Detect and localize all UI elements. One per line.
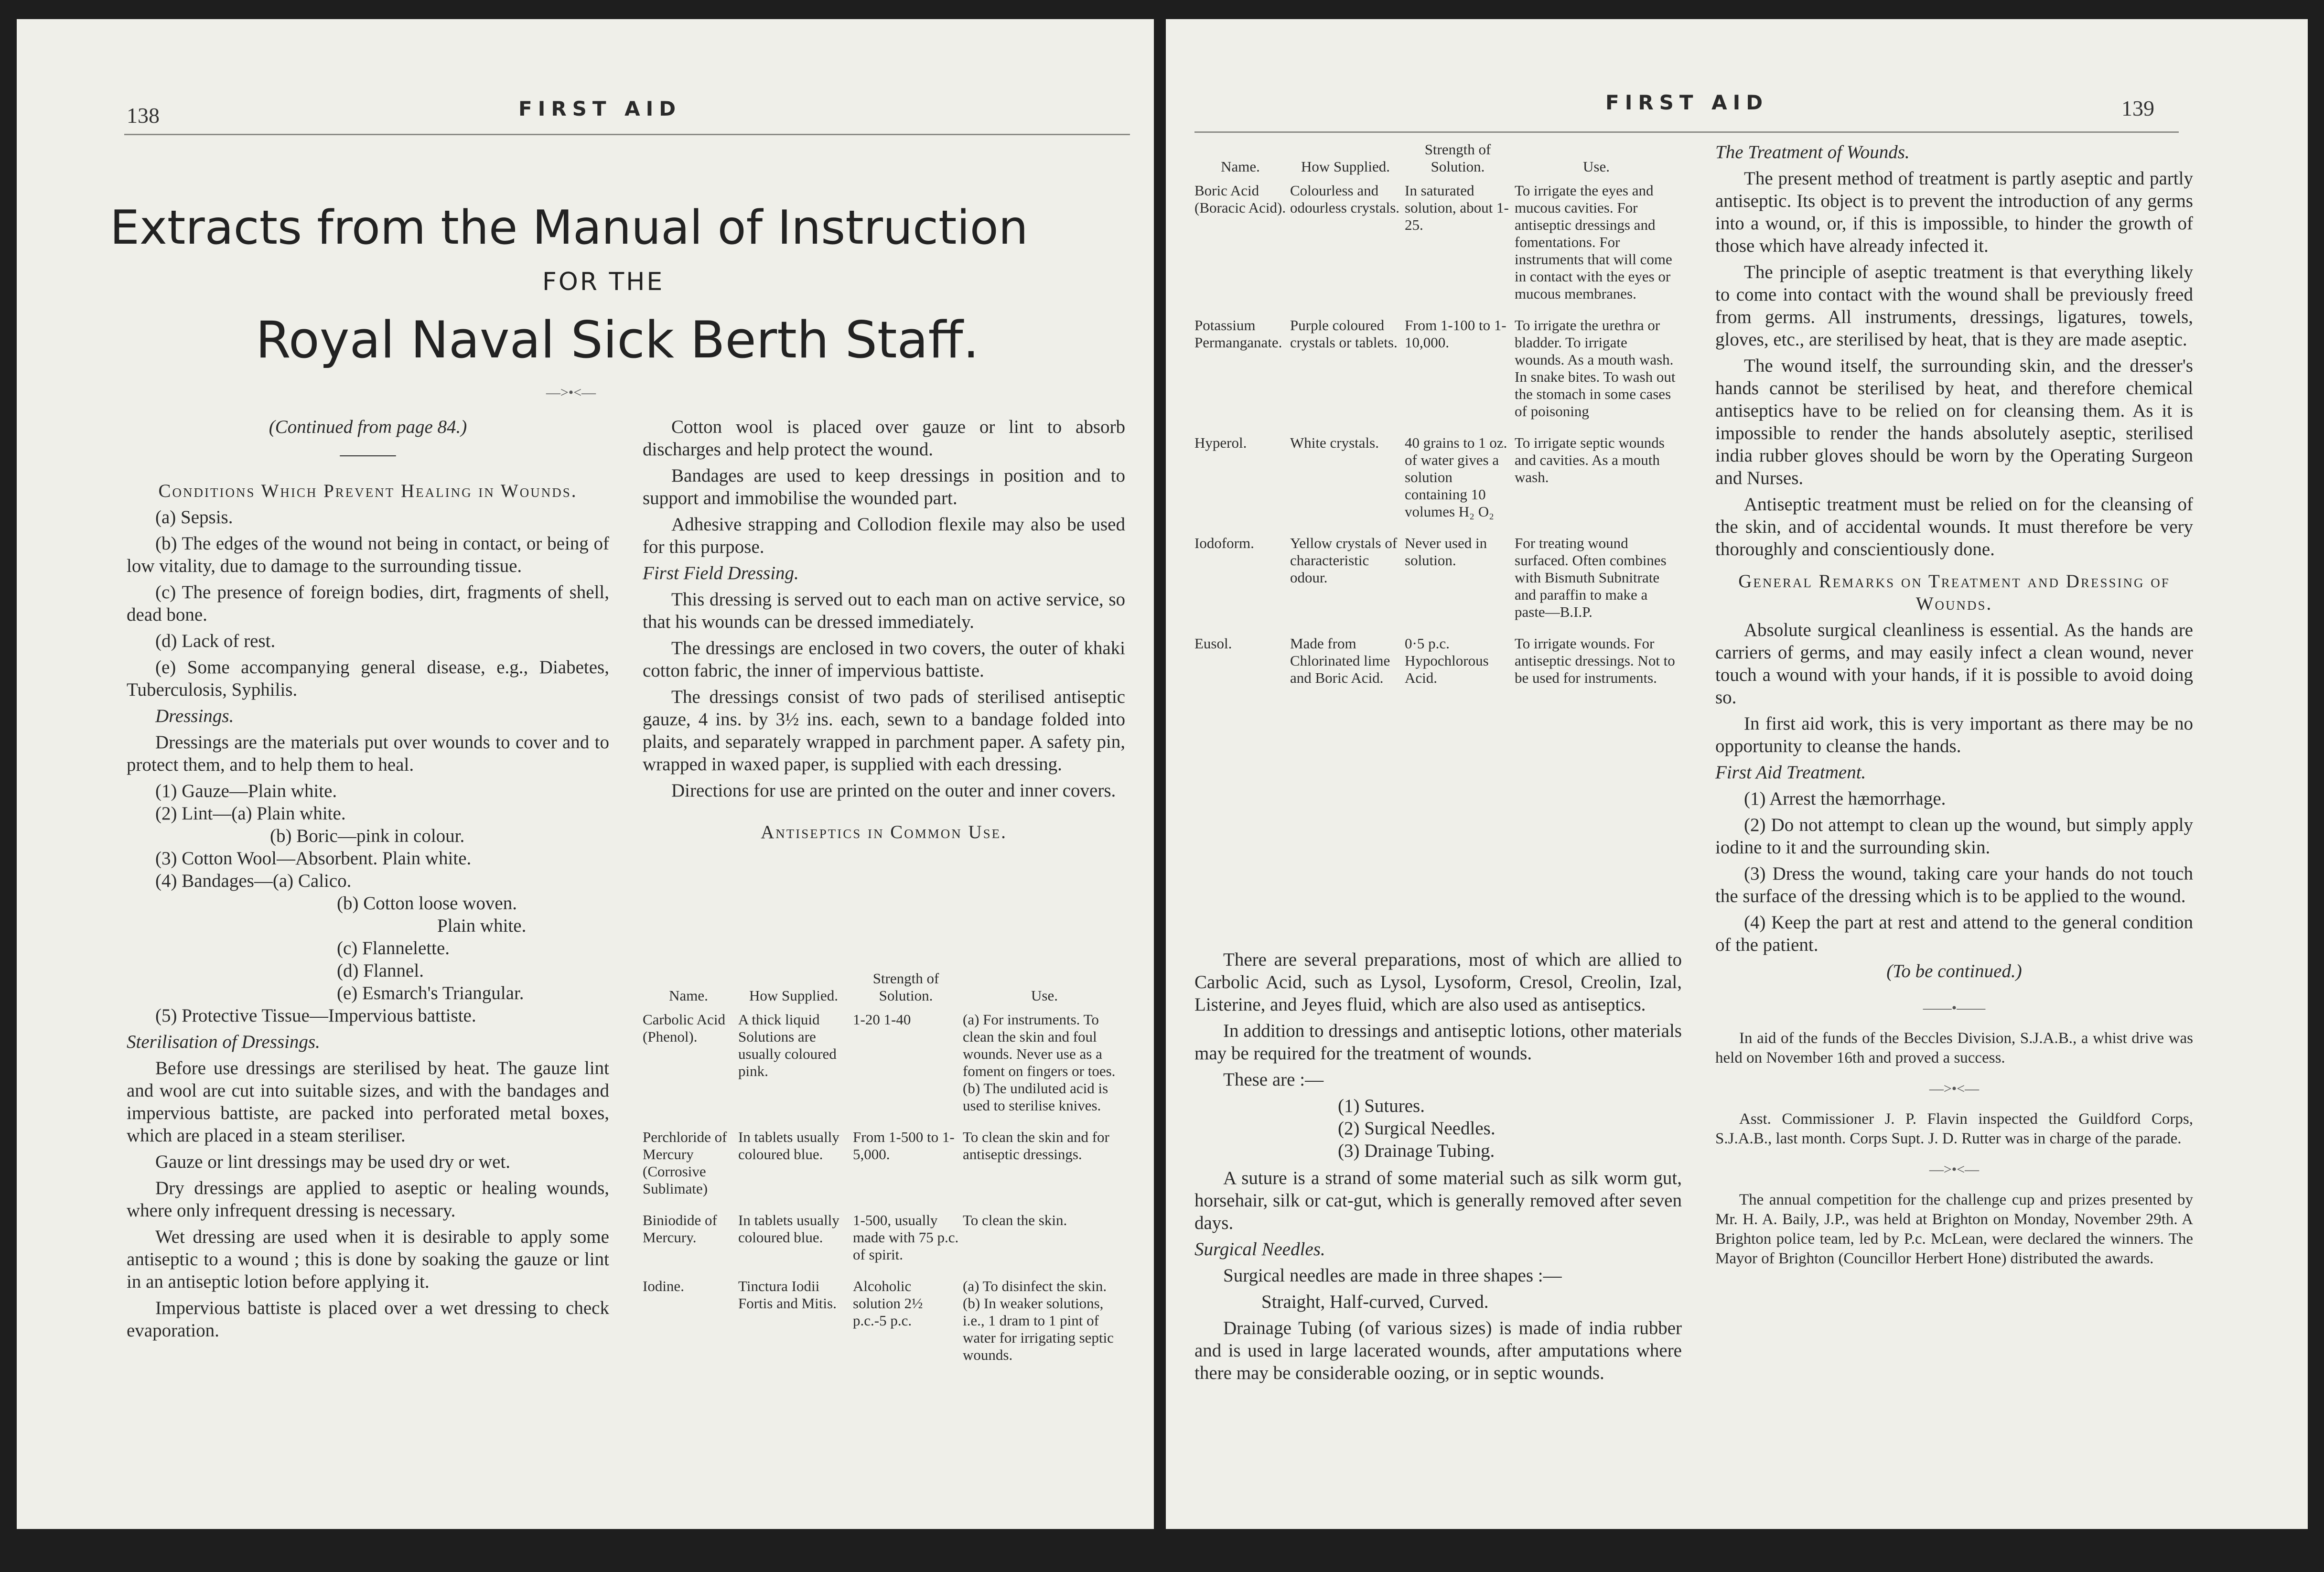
- condition-item: (c) The presence of foreign bodies, dirt, fragments of shell, dead bone.: [127, 582, 609, 625]
- preparations-para: In addition to dressings and antiseptic lotions, other materials may be required for the treatment of wounds.: [1194, 1021, 1682, 1064]
- list-item: (5) Protective Tissue—Impervious battiste.: [155, 1005, 476, 1026]
- table-cell: To clean the skin.: [963, 1212, 1067, 1228]
- title-line-2: FOR THE: [542, 268, 665, 296]
- first-field-para: This dressing is served out to each man on active service, so that his wounds can be dressed immediately.: [643, 589, 1125, 632]
- general-para: In first aid work, this is very important as there may be no opportunity to cleanse the hands.: [1715, 713, 2193, 756]
- table-cell: Biniodide of Mercury.: [643, 1212, 717, 1246]
- notice-ornament: ——•——: [1923, 1000, 1986, 1016]
- table-header: Use.: [1031, 987, 1058, 1004]
- suture-para: A suture is a strand of some material such as silk worm gut, horsehair, silk or cat-gut, which is generally removed after seven days.: [1194, 1168, 1682, 1233]
- header-rule-right: [1194, 131, 2179, 133]
- list-item: (e) Esmarch's Triangular.: [337, 983, 524, 1003]
- condition-item: (a) Sepsis.: [155, 507, 233, 528]
- table-cell: Potassium Permanganate.: [1194, 317, 1282, 351]
- notice-item: Asst. Commissioner J. P. Flavin inspected the Guildford Corps, S.J.A.B., last month. Corps Supt. J. D. Rutter was in charge of the parade.: [1715, 1110, 2193, 1147]
- list-item: (2) Lint—(a) Plain white.: [155, 803, 346, 824]
- table-cell: Eusol.: [1194, 635, 1232, 652]
- treatment-para: The principle of aseptic treatment is that everything likely to come into contact with the wound shall be previously freed from germs. All instruments, dressings, ligatures, towels, gloves, etc., are sterilised by heat, that is they are made aseptic.: [1715, 262, 2193, 350]
- table-cell: From 1-500 to 1-5,000.: [853, 1129, 955, 1163]
- drainage-para: Drainage Tubing (of various sizes) is made of india rubber and is used in large lacerated wounds, after amputations where there may be considerable oozing, or in septic wounds.: [1194, 1318, 1682, 1383]
- col2-para: Cotton wool is placed over gauze or lint to absorb discharges and help protect the wound.: [643, 417, 1125, 460]
- table-cell: White crystals.: [1290, 434, 1379, 451]
- table-header: How Supplied.: [1301, 158, 1390, 175]
- title-line-3: Royal Naval Sick Berth Staff.: [256, 311, 979, 369]
- condition-item: (d) Lack of rest.: [155, 631, 276, 651]
- notice-item: In aid of the funds of the Beccles Division, S.J.A.B., a whist drive was held on November 16th and proved a success.: [1715, 1030, 2193, 1066]
- running-head-left: FIRST AID: [518, 97, 682, 120]
- list-item: (2) Surgical Needles.: [1338, 1118, 1496, 1139]
- table-cell: Never used in solution.: [1405, 535, 1487, 569]
- table-cell: Purple coloured crystals or tablets.: [1290, 317, 1398, 351]
- first-field-para: The dressings are enclosed in two covers, the outer of khaki cotton fabric, the inner of impervious battiste.: [643, 638, 1125, 681]
- col2-para: Bandages are used to keep dressings in position and to support and immobilise the wounded part.: [643, 465, 1125, 508]
- title-ornament: —>•<—: [546, 385, 596, 400]
- table-cell: 1-20 1-40: [853, 1011, 911, 1028]
- sterilisation-heading: Sterilisation of Dressings.: [127, 1032, 320, 1052]
- page-number-right: 139: [2121, 96, 2154, 120]
- first-field-para: The dressings consist of two pads of sterilised antiseptic gauze, 4 ins. by 3½ ins. each, sewn to a bandage folded into plaits, and separately wrapped in parchment paper. A safety pin, wrapped in waxed paper, is supplied with each dressing.: [643, 687, 1125, 775]
- header-rule-left: [124, 134, 1130, 135]
- table-cell: Alcoholic solution 2½ p.c.-5 p.c.: [853, 1278, 923, 1329]
- table-row: [1194, 182, 1682, 317]
- table-cell: To irrigate the eyes and mucous cavities. For antiseptic dressings and fomentations. For instruments that will come in contact with the eyes or mucous membranes.: [1515, 182, 1672, 302]
- condition-item: (b) The edges of the wound not being in contact, or being of low vitality, due to damage to the surrounding tissue.: [127, 533, 609, 576]
- table-header: Name.: [669, 987, 708, 1004]
- table-cell: 0·5 p.c. Hypochlorous Acid.: [1405, 635, 1489, 686]
- list-item: (1) Gauze—Plain white.: [155, 781, 337, 801]
- list-item: (c) Flannelette.: [337, 938, 450, 958]
- list-item: (3) Drainage Tubing.: [1338, 1141, 1495, 1161]
- list-item: (4) Bandages—(a) Calico.: [155, 871, 352, 891]
- table-cell: Iodine.: [643, 1278, 684, 1294]
- treatment-heading: The Treatment of Wounds.: [1715, 142, 1910, 162]
- first-field-para: Directions for use are printed on the outer and inner covers.: [671, 780, 1116, 801]
- notice-separator: —>•<—: [1929, 1162, 1980, 1177]
- table-header-row: [1194, 141, 1682, 182]
- right-column-2: [1715, 141, 2193, 1272]
- treatment-para: The present method of treatment is partly aseptic and partly antiseptic. Its object is to prevent the introduction of any germs into a wound, or, if this is impossible, to hinder the growth of those which have already infected it.: [1715, 168, 2193, 256]
- table-cell: Hyperol.: [1194, 434, 1247, 451]
- right-page: [1166, 19, 2308, 1529]
- table-cell: (a) To disinfect the skin. (b) In weaker solutions, i.e., 1 dram to 1 pint of water for irrigating septic wounds.: [963, 1278, 1114, 1363]
- first-aid-item: (2) Do not attempt to clean up the wound, but simply apply iodine to it and the surrounding skin.: [1715, 815, 2193, 858]
- table-header: Strength of Solution.: [1424, 141, 1491, 175]
- table-cell: In tablets usually coloured blue.: [738, 1129, 839, 1163]
- table-cell: Boric Acid (Boracic Acid).: [1194, 182, 1286, 216]
- table-header-row: [643, 970, 1130, 1011]
- notice-item: The annual competition for the challenge cup and prizes presented by Mr. H. A. Baily, J.P., was held at Brighton on Monday, November 29th. A Brighton police team, led by P.c. McLean, were declared the winners. The Mayor of Brighton (Councillor Herbert Hone) distributed the awards.: [1715, 1191, 2193, 1267]
- table-header: Strength of Solution.: [872, 970, 939, 1004]
- first-aid-item: (1) Arrest the hæmorrhage.: [1744, 788, 1946, 809]
- col2-para: Adhesive strapping and Collodion flexile may also be used for this purpose.: [643, 514, 1125, 557]
- general-para: Absolute surgical cleanliness is essential. As the hands are carriers of germs, and may easily infect a clean wound, never touch a wound with your hands, if it is possible to avoid doing so.: [1715, 620, 2193, 708]
- table-cell: (a) For instruments. To clean the skin and foul wounds. Never use as a foment on fingers or toes. (b) The undiluted acid is used to sterilise knives.: [963, 1011, 1116, 1114]
- table-cell: Tinctura Iodii Fortis and Mitis.: [738, 1278, 837, 1312]
- first-aid-item: (3) Dress the wound, taking care your hands do not touch the surface of the dressing which is to be applied to the wound.: [1715, 863, 2193, 906]
- table-cell: Colourless and odourless crystals.: [1290, 182, 1400, 216]
- sterilisation-para: Impervious battiste is placed over a wet dressing to check evaporation.: [127, 1298, 609, 1341]
- table-row: [1194, 635, 1682, 701]
- short-rule: ———: [340, 444, 396, 464]
- table-cell: To clean the skin and for antiseptic dressings.: [963, 1129, 1109, 1163]
- needles-shapes: Straight, Half-curved, Curved.: [1261, 1292, 1489, 1312]
- table-row: [1194, 535, 1682, 635]
- sterilisation-para: Before use dressings are sterilised by heat. The gauze lint and wool are cut into suitable sizes, and with the bandages and impervious battiste, are packed into perforated metal boxes, which are placed in a steam steriliser.: [127, 1058, 609, 1146]
- dressings-heading: Dressings.: [155, 706, 234, 726]
- table-cell: To irrigate septic wounds and cavities. As a mouth wash.: [1515, 434, 1665, 485]
- table-cell: To irrigate wounds. For antiseptic dressings. Not to be used for instruments.: [1515, 635, 1675, 686]
- antiseptics-table-right: [1194, 141, 1682, 701]
- antiseptics-heading: Antiseptics in Common Use.: [761, 822, 1007, 842]
- sterilisation-para: Gauze or lint dressings may be used dry or wet.: [155, 1152, 510, 1172]
- left-column-1: [127, 416, 609, 1346]
- preparations-para: There are several preparations, most of which are allied to Carbolic Acid, such as Lysol, Lysoform, Cresol, Creolin, Izal, Listerine, and Jeyes fluid, which are also used as antiseptics.: [1194, 949, 1682, 1015]
- table-cell: From 1-100 to 1-10,000.: [1405, 317, 1506, 351]
- table-header: Name.: [1221, 158, 1260, 175]
- table-cell: 40 grains to 1 oz. of water gives a solution containing 10 volumes H₂ O₂: [1405, 434, 1507, 520]
- table-cell: In saturated solution, about 1-25.: [1405, 182, 1509, 233]
- list-item: (b) Cotton loose woven.: [337, 893, 517, 914]
- sterilisation-para: Dry dressings are applied to aseptic or healing wounds, where only infrequent dressing is necessary.: [127, 1178, 609, 1221]
- first-field-heading: First Field Dressing.: [643, 563, 799, 583]
- table-cell: Yellow crystals of characteristic odour.: [1290, 535, 1398, 586]
- left-page: [17, 19, 1154, 1529]
- right-column-1: [1194, 948, 1682, 1388]
- table-row: [643, 1278, 1130, 1378]
- table-cell: Made from Chlorinated lime and Boric Acid.: [1290, 635, 1390, 686]
- table-row: [1194, 434, 1682, 535]
- first-aid-heading: First Aid Treatment.: [1715, 762, 1866, 783]
- list-item: (b) Boric—pink in colour.: [270, 826, 465, 846]
- table-row: [1194, 317, 1682, 434]
- preparations-para: These are :—: [1223, 1069, 1324, 1090]
- needles-para: Surgical needles are made in three shapes :—: [1223, 1265, 1562, 1286]
- left-column-2: [643, 416, 1125, 847]
- list-item: (d) Flannel.: [337, 960, 424, 981]
- list-item: Plain white.: [437, 915, 527, 936]
- table-cell: Iodoform.: [1194, 535, 1254, 551]
- conditions-heading: Conditions Which Prevent Healing in Wounds.: [158, 481, 578, 501]
- table-cell: A thick liquid Solutions are usually coloured pink.: [738, 1011, 837, 1079]
- treatment-para: Antiseptic treatment must be relied on for the cleansing of the skin, and of accidental wounds. It must therefore be very thoroughly and conscientiously done.: [1715, 494, 2193, 560]
- dressings-intro: Dressings are the materials put over wounds to cover and to protect them, and to help them to heal.: [127, 732, 609, 775]
- notice-separator: —>•<—: [1929, 1081, 1980, 1097]
- table-row: [643, 1011, 1130, 1129]
- table-cell: In tablets usually coloured blue.: [738, 1212, 839, 1246]
- needles-heading: Surgical Needles.: [1194, 1239, 1325, 1260]
- table-cell: Carbolic Acid (Phenol).: [643, 1011, 726, 1045]
- continued-from: (Continued from page 84.): [269, 417, 467, 437]
- table-cell: To irrigate the urethra or bladder. To irrigate wounds. As a mouth wash. In snake bites. To wash out the stomach in some cases of poisoning: [1515, 317, 1676, 420]
- materials-list: [1194, 1095, 1682, 1162]
- table-header: How Supplied.: [749, 987, 838, 1004]
- table-row: [643, 1212, 1130, 1278]
- title-line-1: Extracts from the Manual of Instruction: [110, 201, 1028, 255]
- table-cell: Perchloride of Mercury (Corrosive Sublimate): [643, 1129, 727, 1197]
- list-item: (1) Sutures.: [1338, 1096, 1425, 1116]
- sterilisation-para: Wet dressing are used when it is desirable to apply some antiseptic to a wound ; this is done by soaking the gauze or lint in an antiseptic lotion before applying it.: [127, 1227, 609, 1292]
- list-item: (3) Cotton Wool—Absorbent. Plain white.: [155, 848, 472, 869]
- table-header: Use.: [1583, 158, 1610, 175]
- treatment-para: The wound itself, the surrounding skin, and the dresser's hands cannot be sterilised by heat, and therefore chemical antiseptics have to be relied on for cleansing them. As it is impossible to render the hands absolutely aseptic, sterilised india rubber gloves should be worn by the Operating Surgeon and Nurses.: [1715, 355, 2193, 488]
- dressings-list: [127, 780, 609, 1027]
- page-number-left: 138: [127, 103, 160, 128]
- to-be-continued: (To be continued.): [1886, 961, 2022, 981]
- table-row: [643, 1129, 1130, 1212]
- antiseptics-table-left: [643, 970, 1130, 1378]
- table-cell: 1-500, usually made with 75 p.c. of spirit.: [853, 1212, 959, 1263]
- first-aid-item: (4) Keep the part at rest and attend to the general condition of the patient.: [1715, 912, 2193, 955]
- general-heading: General Remarks on Treatment and Dressing of Wounds.: [1738, 571, 2170, 614]
- running-head-right: FIRST AID: [1605, 91, 1769, 114]
- table-cell: For treating wound surfaced. Often combines with Bismuth Subnitrate and paraffin to make a paste—B.I.P.: [1515, 535, 1667, 620]
- condition-item: (e) Some accompanying general disease, e.g., Diabetes, Tuberculosis, Syphilis.: [127, 657, 609, 700]
